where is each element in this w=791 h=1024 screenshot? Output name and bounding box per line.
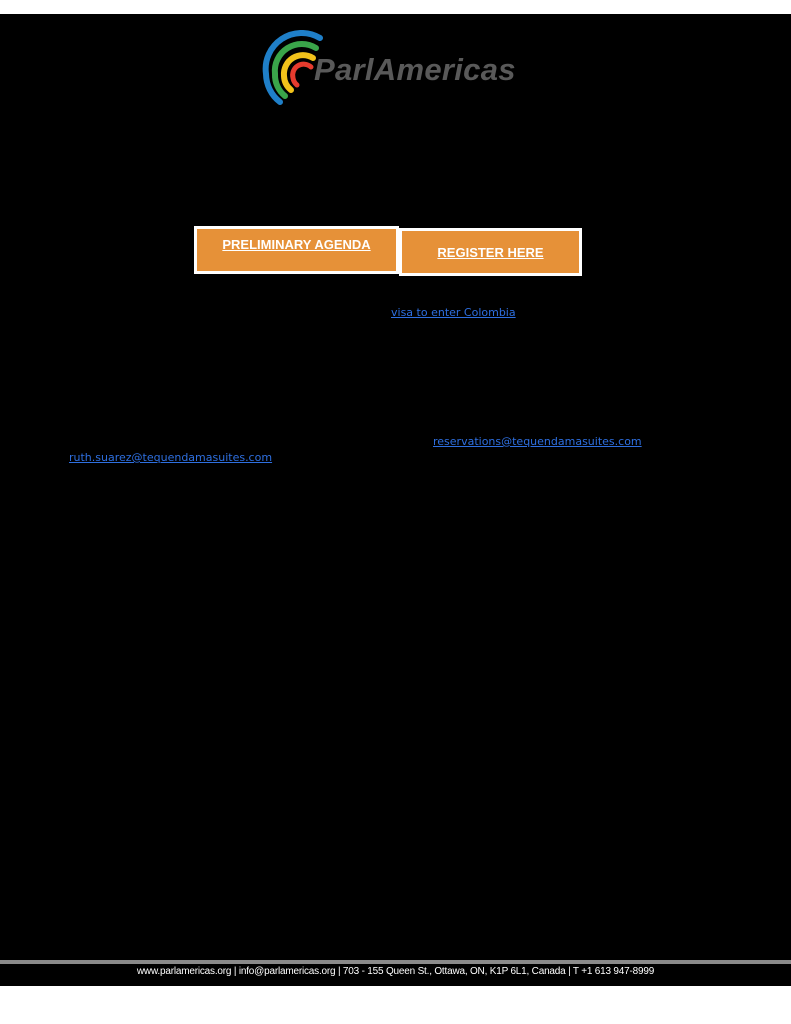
logo-text: ParlAmericas [314, 52, 516, 87]
reservations-email-link[interactable]: reservations@tequendamasuites.com [433, 435, 642, 448]
parlamericas-logo [258, 30, 528, 110]
preliminary-agenda-label: PRELIMINARY AGENDA [222, 236, 371, 252]
footer-divider [0, 960, 791, 964]
document-page [0, 14, 791, 986]
preliminary-agenda-button[interactable] [194, 226, 399, 274]
visa-link[interactable]: visa to enter Colombia [391, 306, 516, 319]
contact-email-link[interactable]: ruth.suarez@tequendamasuites.com [69, 451, 273, 464]
register-here-label: REGISTER HERE [437, 244, 544, 260]
register-here-button[interactable] [399, 228, 582, 276]
footer-contact-info: www.parlamericas.org | info@parlamericas.org | 703 - 155 Queen St., Ottawa, ON, K1P 6L1, Canada | T +1 613 947-8999 [136, 966, 655, 977]
